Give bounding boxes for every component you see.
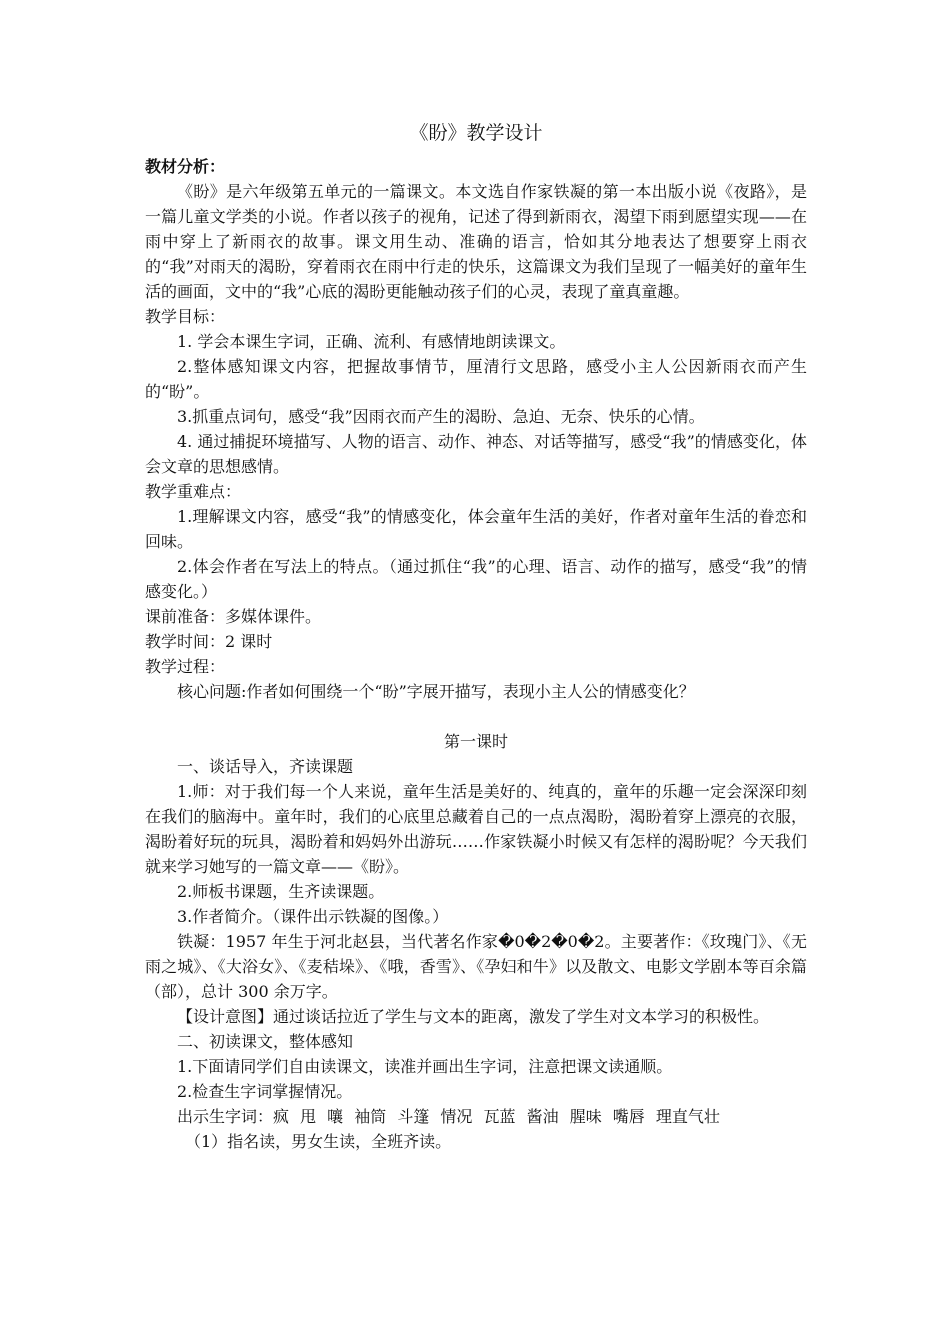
vocabulary-list: 出示生字词：疯 甩 嚷 袖筒 斗篷 情况 瓦蓝 酱油 腥味 嘴唇 理直气壮 bbox=[177, 1107, 720, 1126]
document-title: 《盼》教学设计 bbox=[409, 122, 543, 144]
lesson-one-heading: 第一课时 bbox=[443, 732, 508, 751]
goal-item-3: 3.抓重点词句，感受“我”因雨衣而产生的渴盼、急迫、无奈、快乐的心情。 bbox=[177, 407, 705, 426]
core-question: 核心问题:作者如何围绕一个“盼”字展开描写，表现小主人公的情感变化？ bbox=[177, 682, 695, 701]
section-one-paragraph-3: 3.作者简介。（课件出示铁凝的图像。） bbox=[177, 907, 449, 926]
document-page bbox=[145, 118, 807, 1154]
key-points-heading: 教学重难点： bbox=[145, 482, 242, 501]
preparation-line: 课前准备：多媒体课件。 bbox=[145, 607, 322, 626]
goal-item-4: 4. 通过捕捉环境描写、人物的语言、动作、神态、对话等描写，感受“我”的情感变化，体会文章的思想感情。 bbox=[145, 432, 807, 476]
section-one-paragraph-2: 2.师板书课题，生齐读课题。 bbox=[177, 882, 385, 901]
analysis-heading: 教材分析： bbox=[145, 157, 226, 176]
section-two-heading: 二、初读课文，整体感知 bbox=[177, 1032, 354, 1051]
goal-item-2: 2.整体感知课文内容，把握故事情节，厘清行文思路，感受小主人公因新雨衣而产生的“盼”。 bbox=[145, 357, 807, 401]
goals-heading: 教学目标： bbox=[145, 307, 226, 326]
author-bio-paragraph: 铁凝：1957 年生于河北赵县，当代著名作家�0�2�0�2。主要著作：《玫瑰门》、《无雨之城》、《大浴女》、《麦秸垛》、《哦，香雪》、《孕妇和牛》以及散文、电影文学剧本等百余篇（部），总计 300 余万字。 bbox=[145, 932, 807, 1001]
section-one-paragraph-1: 1.师：对于我们每一个人来说，童年生活是美好的、纯真的，童年的乐趣一定会深深印刻在我们的脑海中。童年时，我们的心底里总藏着自己的一点点渴盼，渴盼着穿上漂亮的衣服，渴盼着好玩的玩具，渴盼着和妈妈外出游玩……作家铁凝小时候又有怎样的渴盼呢？今天我们就来学习她写的一篇文章——《盼》。 bbox=[145, 782, 807, 876]
section-one-heading: 一、谈话导入，齐读课题 bbox=[177, 757, 354, 776]
analysis-paragraph: 《盼》是六年级第五单元的一篇课文。本文选自作家铁凝的第一本出版小说《夜路》，是一篇儿童文学类的小说。作者以孩子的视角，记述了得到新雨衣，渴望下雨到愿望实现——在雨中穿上了新雨衣的故事。课文用生动、准确的语言，恰如其分地表达了想要穿上雨衣的“我”对雨天的渴盼，穿着雨衣在雨中行走的快乐，这篇课文为我们呈现了一幅美好的童年生活的画面，文中的“我”心底的渴盼更能触动孩子们的心灵，表现了童真童趣。 bbox=[145, 182, 807, 301]
key-point-2: 2.体会作者在写法上的特点。（通过抓住“我”的心理、语言、动作的描写，感受“我”的情感变化。） bbox=[145, 557, 807, 601]
blank-line bbox=[145, 704, 807, 729]
key-point-1: 1.理解课文内容，感受“我”的情感变化，体会童年生活的美好，作者对童年生活的眷恋和回味。 bbox=[145, 507, 807, 551]
process-heading: 教学过程： bbox=[145, 657, 226, 676]
section-two-subitem-1: （1）指名读，男女生读，全班齐读。 bbox=[185, 1132, 452, 1151]
goal-item-1: 1. 学会本课生字词，正确、流利、有感情地朗读课文。 bbox=[177, 332, 566, 351]
section-two-paragraph-2: 2.检查生字词掌握情况。 bbox=[177, 1082, 353, 1101]
section-two-paragraph-1: 1.下面请同学们自由读课文，读准并画出生字词，注意把课文读通顺。 bbox=[177, 1057, 673, 1076]
teaching-time-line: 教学时间：2 课时 bbox=[145, 632, 273, 651]
design-intent-paragraph: 【设计意图】通过谈话拉近了学生与文本的距离，激发了学生对文本学习的积极性。 bbox=[177, 1007, 770, 1026]
